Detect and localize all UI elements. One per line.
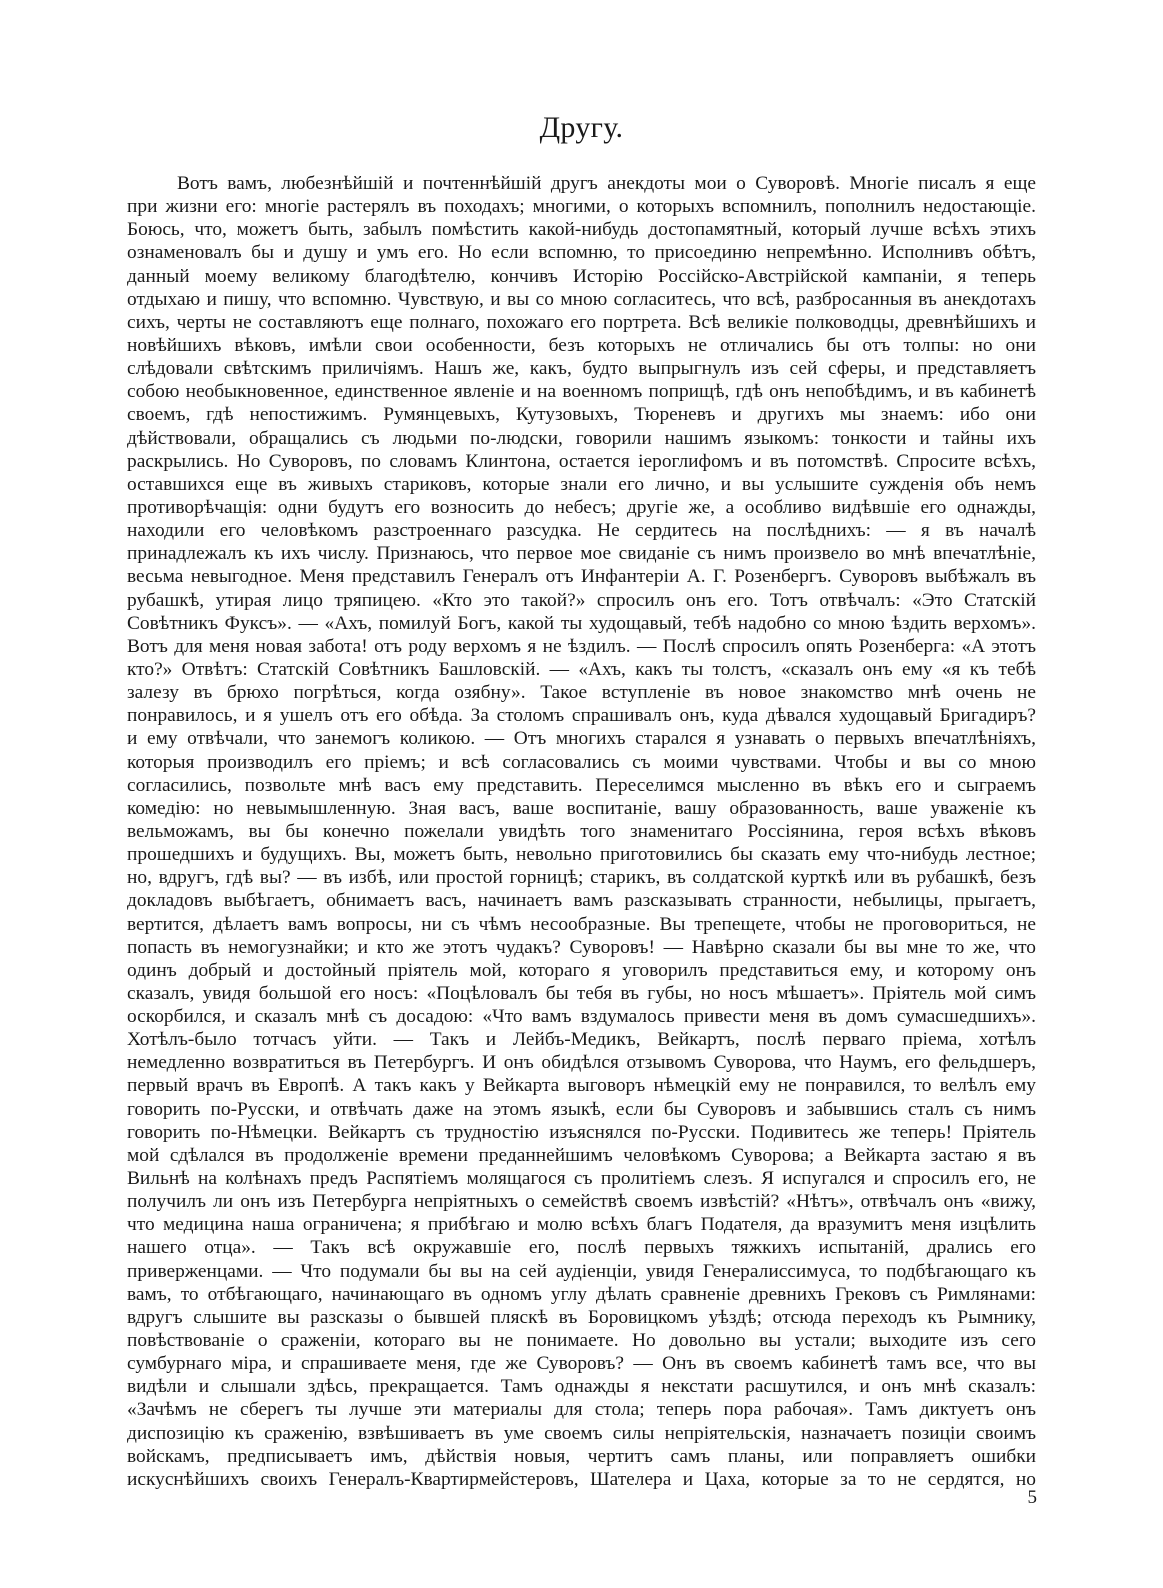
text-line: Вотъ для меня новая забота! отъ роду верхомъ я не ѣздилъ. — Послѣ спросилъ опять Розенберга: «А этотъ	[127, 635, 1036, 657]
text-line: сихъ, черты не составляютъ еще полнаго, похожаго его портрета. Всѣ великіе полководцы, древнѣйшихъ и	[127, 311, 1036, 333]
text-line: получилъ ли онъ изъ Петербурга непріятныхъ о семействѣ своемъ извѣстій? «Нѣтъ», отвѣчалъ онъ «вижу,	[127, 1191, 1036, 1213]
text-line: собою необыкновенное, единственное явленіе и на военномъ поприщѣ, гдѣ онъ непобѣдимъ, и въ кабинетѣ	[127, 381, 1036, 403]
text-line: говорить по-Русски, и отвѣчать даже на этомъ языкѣ, если бы Суворовъ и забывшись сталъ съ нимъ	[127, 1098, 1036, 1120]
text-line: противорѣчащія: одни будутъ его возносить до небесъ; другіе же, а особливо видѣвшіе его однажды,	[127, 496, 1036, 518]
text-line: оставшихся еще въ живыхъ стариковъ, которые знали его лично, и вы услышите сужденія объ немъ	[127, 473, 1036, 495]
text-line: своемъ, гдѣ непостижимъ. Румянцевыхъ, Кутузовыхъ, Тюреневъ и другихъ мы знаемъ: ибо они	[127, 404, 1036, 426]
text-line: повѣствованіе о сраженіи, котораго вы не понимаете. Но довольно вы устали; выходите изъ сего	[127, 1330, 1036, 1352]
text-line: раскрылись. Но Суворовъ, по словамъ Клинтона, остается іероглифомъ и въ потомствѣ. Спросите всѣхъ,	[127, 450, 1036, 472]
text-line: вамъ, то отбѣгающаго, начинающаго въ одномъ углу дѣлать сравненіе древнихъ Грековъ съ Римлянами:	[127, 1283, 1036, 1305]
text-line: прошедшихъ и будущихъ. Вы, можетъ быть, невольно приготовились бы сказать ему что-нибудь лестное;	[127, 844, 1036, 866]
text-line: согласились, позвольте мнѣ васъ ему представить. Переселимся мысленно въ вѣкъ его и сыграемъ	[127, 774, 1036, 796]
text-line: при жизни его: многіе растерялъ въ походахъ; многими, о которыхъ вспомнилъ, пополнилъ недостающіе.	[127, 196, 1036, 218]
text-line: комедію: но невымышленную. Зная васъ, ваше воспитаніе, вашу образованность, ваше уваженіе къ	[127, 797, 1036, 819]
text-line: Хотѣлъ-было тотчасъ уйти. — Такъ и Лейбъ-Медикъ, Вейкартъ, послѣ перваго пріема, хотѣлъ	[127, 1029, 1036, 1051]
text-line: находили его человѣкомъ разстроеннаго разсудка. Не сердитесь на послѣднихъ: — я въ началѣ	[127, 520, 1036, 542]
body-text	[127, 172, 1036, 1491]
text-line: сказалъ, увидя большой его носъ: «Поцѣловалъ бы тебя въ губы, но носъ мѣшаетъ». Пріятель мой симъ	[127, 982, 1036, 1004]
text-line: сумбурнаго міра, и спрашиваете меня, где же Суворовъ? — Онъ въ своемъ кабинетѣ тамъ все, что вы	[127, 1353, 1036, 1375]
text-line: рубашкѣ, утирая лицо тряпицею. «Кто это такой?» спросилъ онъ его. Тотъ отвѣчалъ: «Это Статскій	[127, 589, 1036, 611]
text-line: слѣдовали свѣтскимъ приличіямъ. Нашъ же, какъ, будто выпрыгнулъ изъ сей сферы, и представляетъ	[127, 358, 1036, 380]
text-line: вельможамъ, вы бы конечно пожелали увидѣть того знаменитаго Россіянина, героя всѣхъ вѣковъ	[127, 820, 1036, 842]
text-line: попасть въ немогузнайки; и кто же этотъ чудакъ? Суворовъ! — Навѣрно сказали бы вы мне то же, что	[127, 936, 1036, 958]
page-title: Другу.	[539, 111, 624, 144]
text-line: видѣли и слышали здѣсь, прекращается. Тамъ однажды я некстати расшутился, и онъ мнѣ сказалъ:	[127, 1376, 1036, 1398]
text-line: докладовъ выбѣгаетъ, обнимаетъ васъ, начинаетъ вамъ разсказывать странности, небылицы, прыгаетъ,	[127, 890, 1036, 912]
text-line: оскорбился, и сказалъ мнѣ съ досадою: «Что вамъ вздумалось привести меня въ домъ сумасшедшихъ».	[127, 1006, 1036, 1028]
text-line: но, вдругъ, гдѣ вы? — въ избѣ, или простой горницѣ; старикъ, въ солдатской курткѣ или въ рубашкѣ, безъ	[127, 867, 1036, 889]
text-line: войскамъ, предписываетъ имъ, дѣйствія новыя, чертитъ самъ планы, или поправляетъ ошибки	[127, 1445, 1036, 1467]
text-line: искуснѣйшихъ своихъ Генералъ-Квартирмейстеровъ, Шателера и Цаха, которые за то не сердятся, но	[127, 1468, 1036, 1490]
text-line: которыя производилъ его пріемъ; и всѣ согласовались съ моими чувствами. Чтобы и вы со мною	[127, 751, 1036, 773]
text-line: одинъ добрый и достойный пріятель мой, котораго я уговорилъ представиться ему, и которому онъ	[127, 959, 1036, 981]
text-line: немедленно возвратиться въ Петербургъ. И онъ обидѣлся отзывомъ Суворова, что Наумъ, его фельдшеръ,	[127, 1052, 1036, 1074]
text-line: и ему отвѣчали, что занемогъ коликою. — Отъ многихъ старался я узнавать о первыхъ впечатлѣніяхъ,	[127, 728, 1036, 750]
text-line: данный моему великому благодѣтелю, кончивъ Исторію Россійско-Австрійской кампаніи, я теперь	[127, 265, 1036, 287]
text-line: новѣйшихъ вѣковъ, имѣли свои особенности, безъ которыхъ не отличались бы отъ толпы: но они	[127, 334, 1036, 356]
page-number: 5	[1027, 1487, 1037, 1508]
text-line: что медицина наша ограничена; я прибѣгаю и молю всѣхъ благъ Подателя, да вразумитъ меня изцѣлить	[127, 1214, 1036, 1236]
text-line: ознаменовалъ бы и душу и умъ его. Но если вспомню, то присоединю непремѣнно. Исполнивъ обѣтъ,	[127, 242, 1036, 264]
text-line: отдыхаю и пишу, что вспомню. Чувствую, и вы со мною согласитесь, что всѣ, разбросанныя въ анекдотахъ	[127, 288, 1036, 310]
text-line: кто?» Отвѣтъ: Статскій Совѣтникъ Башловскій. — «Ахъ, какъ ты толстъ, «сказалъ онъ ему «я къ тебѣ	[127, 658, 1036, 680]
text-line: «Зачѣмъ не сберегъ ты лучше эти материалы для стола; теперь пора рабочая». Тамъ диктуетъ онъ	[127, 1399, 1036, 1421]
text-line: приверженцами. — Что подумали бы вы на сей аудіенціи, увидя Генералиссимуса, то подбѣгающаго къ	[127, 1260, 1036, 1282]
text-line: нашего отца». — Такъ всѣ окружавшіе его, послѣ первыхъ тяжкихъ испытаній, дрались его	[127, 1237, 1036, 1259]
text-line: залезу въ брюхо погрѣться, когда озябну». Такое вступленіе въ новое знакомство мнѣ очень не	[127, 682, 1036, 704]
text-line: вдругъ слышите вы разсказы о бывшей пляскѣ въ Боровицкомъ уѣздѣ; отсюда переходъ къ Рымнику,	[127, 1306, 1036, 1328]
text-line: дѣйствовали, обращались съ людьми по-людски, говорили нашимъ языкомъ: тонкости и тайны ихъ	[127, 427, 1036, 449]
text-line: вертится, дѣлаетъ вамъ вопросы, ни съ чѣмъ несообразные. Вы трепещете, чтобы не проговориться, не	[127, 913, 1036, 935]
text-line: диспозицію къ сраженію, взвѣшиваетъ въ уме своемъ силы непріятельскія, назначаетъ позиціи своимъ	[127, 1422, 1036, 1444]
text-line: Вотъ вамъ, любезнѣйшій и почтеннѣйшій другъ анекдоты мои о Суворовѣ. Многіе писалъ я еще	[177, 173, 1036, 194]
text-line: Совѣтникъ Фуксъ». — «Ахъ, помилуй Богъ, какой ты худощавый, тебѣ надобно со мною ѣздить верхомъ».	[127, 612, 1036, 634]
text-line: понравилось, и я ушелъ отъ его обѣда. За столомъ спрашивалъ онъ, куда дѣвался худощавый Бригадиръ?	[127, 705, 1036, 727]
text-line: весьма невыгодное. Меня представилъ Генералъ отъ Инфантеріи А. Г. Розенбергъ. Суворовъ выбѣжалъ въ	[127, 566, 1036, 588]
text-line: Боюсь, что, можетъ быть, забылъ помѣстить какой-нибудь достопамятный, который лучше всѣхъ этихъ	[127, 219, 1036, 241]
text-line: принадлежалъ къ ихъ числу. Признаюсь, что первое мое свиданіе съ нимъ произвело во мнѣ впечатлѣніе,	[127, 543, 1036, 565]
text-line: говорить по-Нѣмецки. Вейкартъ съ трудностію изъяснялся по-Русски. Подивитесь же теперь! Пріятель	[127, 1121, 1036, 1143]
text-line: Вильнѣ на колѣнахъ предъ Распятіемъ молящагося съ пролитіемъ слезъ. Я испугался и спросилъ его, не	[127, 1168, 1036, 1190]
text-line: мой сдѣлался въ продолженіе времени преданнейшимъ человѣкомъ Суворова; а Вейкарта застаю я въ	[127, 1144, 1036, 1166]
text-line: первый врачъ въ Европѣ. А такъ какъ у Вейкарта выговоръ нѣмецкій ему не понравился, то велѣлъ ему	[127, 1075, 1036, 1097]
